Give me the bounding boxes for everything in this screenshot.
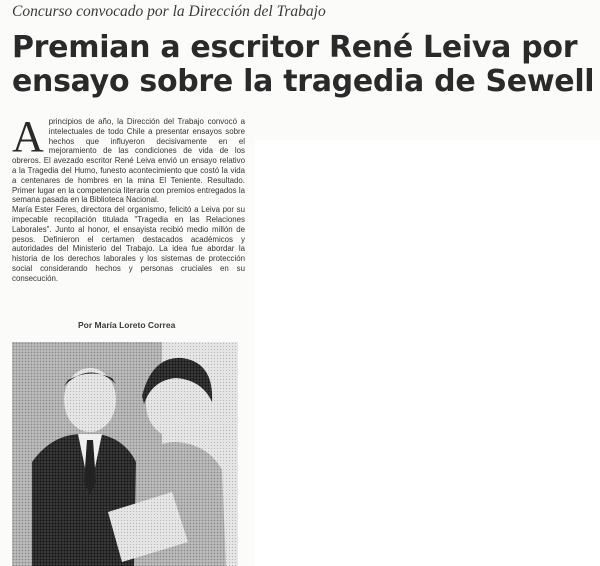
article-byline: Por María Loreto Correa <box>78 320 176 330</box>
article-body <box>12 112 245 284</box>
paragraph-2: María Ester Feres, directora del organismo, felicitó a Leiva por su impecable recopilación titulada "Tragedia en las Relaciones Laborales". Junto al honor, el ensayista recibió medio millón de pesos. Definieron el certamen destacados académicos y autoridades del Ministerio del Trabajo. La idea fue abordar la historia de los derechos laborales y los sistemas de protección social considerando hechos y personas cruciales en su consecución. <box>12 205 245 283</box>
paragraph-1-text: principios de año, la Dirección del Trabajo convocó a intelectuales de todo Chile a presentar ensayos sobre hechos que influyeron decisivamente en el mejoramiento de las condiciones de vida de los obreros. El avezado escritor René Leiva envió un ensayo relativo a la Tragedia del Humo, funesto acontecimiento que costó la vida a centenares de hombres en la mina El Teniente. Resultado. Primer lugar en la competencia literaria con premios entregados la semana pasada en la Biblioteca Nacional. <box>12 117 245 205</box>
article-photo <box>12 342 238 566</box>
article-kicker: Concurso convocado por la Dirección del Trabajo <box>12 3 326 20</box>
drop-cap: A <box>12 112 44 161</box>
blank-area <box>255 140 600 566</box>
photo-image <box>12 342 238 566</box>
article-headline <box>12 31 600 99</box>
headline-line-2: ensayo sobre la tragedia de Sewell <box>12 64 595 99</box>
paragraph-1 <box>12 112 245 205</box>
headline-line-1: Premian a escritor René Leiva por <box>12 30 578 65</box>
